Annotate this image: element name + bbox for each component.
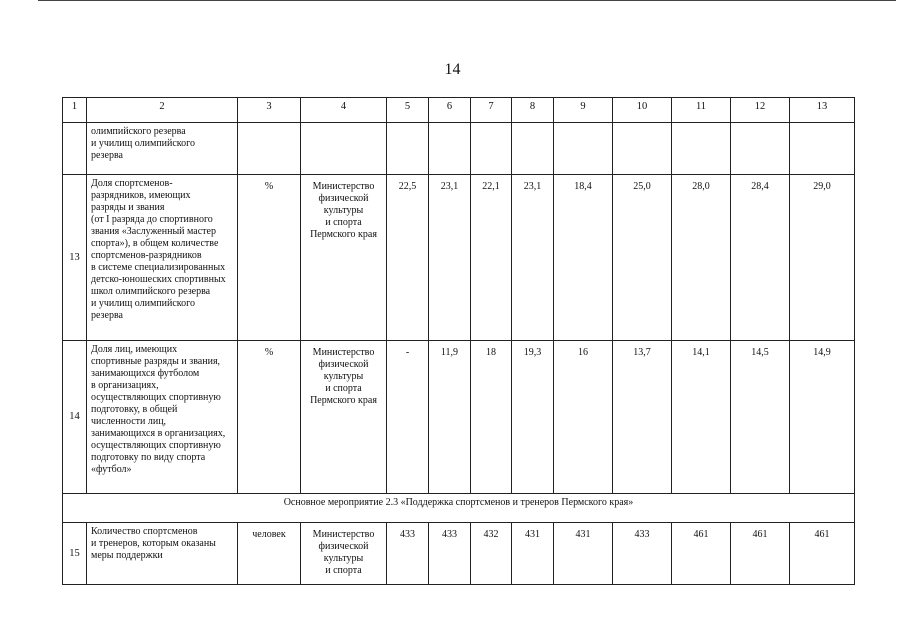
ministry-cell: Министерство физической культуры и спорта bbox=[301, 523, 387, 585]
top-rule bbox=[38, 0, 896, 1]
header-cell: 8 bbox=[512, 98, 554, 123]
table-row-15 bbox=[63, 523, 855, 585]
ministry-cell: Министерство физической культуры и спорта Пермского края bbox=[301, 341, 387, 494]
value-cell: 22,1 bbox=[471, 175, 512, 341]
header-cell: 5 bbox=[387, 98, 429, 123]
header-cell: 3 bbox=[238, 98, 301, 123]
header-cell: 4 bbox=[301, 98, 387, 123]
value-cell: 433 bbox=[429, 523, 471, 585]
header-cell: 11 bbox=[672, 98, 731, 123]
value-cell: 25,0 bbox=[613, 175, 672, 341]
unit-cell: % bbox=[238, 175, 301, 341]
table-row-continuation bbox=[63, 123, 855, 175]
value-cell: 11,9 bbox=[429, 341, 471, 494]
value-cell: 431 bbox=[554, 523, 613, 585]
header-cell: 6 bbox=[429, 98, 471, 123]
header-cell: 12 bbox=[731, 98, 790, 123]
value-cell: 18,4 bbox=[554, 175, 613, 341]
section-subheading-row bbox=[63, 494, 855, 523]
row-number: 13 bbox=[63, 175, 87, 341]
table-row-13 bbox=[63, 175, 855, 341]
value-cell: 14,9 bbox=[790, 341, 855, 494]
value-cell: 18 bbox=[471, 341, 512, 494]
value-cell: 431 bbox=[512, 523, 554, 585]
value-cell: 23,1 bbox=[429, 175, 471, 341]
value-cell: 461 bbox=[672, 523, 731, 585]
value-cell: 29,0 bbox=[790, 175, 855, 341]
unit-cell: % bbox=[238, 341, 301, 494]
value-cell: 14,5 bbox=[731, 341, 790, 494]
value-cell: 14,1 bbox=[672, 341, 731, 494]
page-number: 14 bbox=[444, 61, 461, 78]
header-cell: 13 bbox=[790, 98, 855, 123]
indicator-name: Количество спортсменов и тренеров, которым оказаны меры поддержки bbox=[87, 523, 238, 585]
row-number: 15 bbox=[63, 523, 87, 585]
value-cell: 22,5 bbox=[387, 175, 429, 341]
header-cell: 2 bbox=[87, 98, 238, 123]
value-cell: 461 bbox=[731, 523, 790, 585]
header-cell: 7 bbox=[471, 98, 512, 123]
value-cell: - bbox=[387, 341, 429, 494]
value-cell: 461 bbox=[790, 523, 855, 585]
value-cell: 433 bbox=[387, 523, 429, 585]
indicators-table bbox=[62, 97, 855, 585]
indicator-name: олимпийского резерва и училищ олимпийского резерва bbox=[87, 123, 238, 175]
value-cell: 432 bbox=[471, 523, 512, 585]
row-number: 14 bbox=[63, 341, 87, 494]
value-cell: 28,0 bbox=[672, 175, 731, 341]
header-cell: 9 bbox=[554, 98, 613, 123]
value-cell: 433 bbox=[613, 523, 672, 585]
indicator-name: Доля спортсменов- разрядников, имеющих разряды и звания (от I разряда до спортивного звания «Заслуженный мастер спорта»), в общем количестве спортсменов-разрядников в системе специализированных детско-юношеских спортивных школ олимпийского резерва и училищ олимпийского резерва bbox=[87, 175, 238, 341]
value-cell: 16 bbox=[554, 341, 613, 494]
table-row-14 bbox=[63, 341, 855, 494]
indicator-name: Доля лиц, имеющих спортивные разряды и звания, занимающихся футболом в организациях, осуществляющих спортивную подготовку, в общей численности лиц, занимающихся в организациях, осуществляющих спортивную подготовку по виду спорта «футбол» bbox=[87, 341, 238, 494]
header-row bbox=[63, 98, 855, 123]
ministry-cell: Министерство физической культуры и спорта Пермского края bbox=[301, 175, 387, 341]
unit-cell: человек bbox=[238, 523, 301, 585]
value-cell: 28,4 bbox=[731, 175, 790, 341]
value-cell: 19,3 bbox=[512, 341, 554, 494]
header-cell: 1 bbox=[63, 98, 87, 123]
section-subheading: Основное мероприятие 2.3 «Поддержка спортсменов и тренеров Пермского края» bbox=[63, 494, 855, 523]
value-cell: 23,1 bbox=[512, 175, 554, 341]
header-cell: 10 bbox=[613, 98, 672, 123]
value-cell: 13,7 bbox=[613, 341, 672, 494]
